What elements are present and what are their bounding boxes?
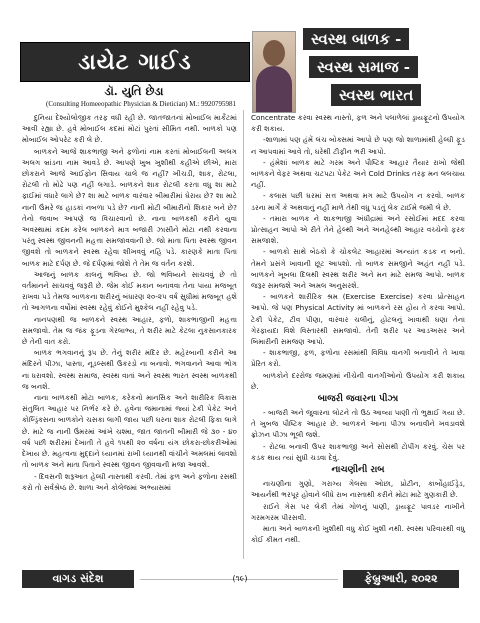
tip-item: - કલાસ પછી ઘરમાં સત્ત અથવા મગ માટે ઉપયોગ ન કરવો. બાળક ડરના માર્ગે કે અથવાનું નહીં માળે તેથી વધુ પડતું લેક ટાઈમે જમી લે છે.: [251, 191, 465, 212]
tip-item: બાળકોને દરરોજ જમણમાં નીચેની વાનગીઓનો ઉપયોગ કરી શકાય છે.: [251, 370, 465, 391]
paragraph: નાનપણથી જ બાળકને સ્વસ્થ આહાર, ફળો, શાકભાજીની મહત્તા સમજાવો. તેમ જ જંક ફૂડના ગેરલાભ્ય, તે શરીર માટે કેટલા નુકસાનકારક છે તેની વાત કરો.: [22, 314, 237, 347]
right-column: [251, 112, 465, 545]
author-photo-body: [256, 66, 292, 113]
article-slogan: [303, 28, 463, 112]
column-divider: [243, 110, 244, 559]
author-name: ડૉ. યુતિ છેડા: [104, 84, 164, 98]
recipe-step: - બાજરી અને જુવારના લોટને તો ઉઠ આવ્યા પાણી તો ભુક્ષાઈ ગયા છે. તે ખુબજ પૌષ્ટિક આહાર છે. બાળકને આના પીઝા બનાવીને ખવડાવશે ફ્રોઝન પીઝા ભૂલી જશે.: [251, 408, 465, 440]
paragraph: - દિવસની શરૂઆત હેલ્ધી નાસ્તાથી કરવી. તેમાં ફળ અને ફળોના રસથી કરો તો સર્વશ્રેષ્ઠ છે. શાળા અને કોલેજમાં અભ્યાસમાં: [22, 471, 237, 492]
slogan-line-2: સ્વસ્થ સમાજ -: [309, 56, 418, 78]
author-photo-head: [263, 40, 285, 66]
tip-item: - બાળકને શારીરિક શ્રમ (Exercise Exercise) કરવા પ્રોત્સાહન આપો. જે પણ Physical Activity માં બાળકને રસ હોય તે કરવા આપો. ટેકી પેકેટ, ટીવ પીણા, વારંવાર ચલીનું, હોટલનું ખાવાથી ઘણા તેના ગેરફાયદા વિશે વિસ્તારથી સમજાવો. તેની શરીર પર આડઅસર અને બિમારીની સમજણ આપો.: [251, 292, 465, 347]
author-photo: [252, 31, 296, 113]
paragraph: બાળક ભગવાનનું રૂપ છે. તેનું શરીર મંદિર છે. મહેરબાની કરીને આ મંદિરને પીઝા, પાસ્તા, નૂડલ્સથી ઉકરડો ના બનાવો. ભગવાનને આવા ભોગ ના ધરાવશો. સ્વસ્થ સમાજ, સ્વસ્થ વાતાં અને સ્વસ્થ ભારત સ્વસ્થ બાળકથી જ બનશે.: [22, 348, 237, 391]
slogan-line-3: સ્વસ્થ ભારત: [331, 84, 421, 106]
paragraph: નાના બાળકથી મોટા બાળક, કરેકનો માનસિક અને શારીરિક વિકાસ સંતુલિત આહાર પર નિર્ભર કરે છે. હવેના જમાનામાં જ્યાં ટેકી પેકેટ અને કોલ્ડ્રિંક્સના બાળકોને ચસકા લાગી જાય પછી ઘરના શાક રોટલી ફિકા લાગે છે. માટે જ નાની ઉંમરમાં આંખે ચશ્મા, જાત જાતની બીમારી જે ૩૦ - ૪૦ વર્ષ પછી શરીરમાં દેખાતી તે હવે ૧૫થી ૨૦ વર્ષના યંગ છોકરા-છોકરીઓમાં દેખાય છે. મહત્વના મુદ્દાને ધ્યાનમાં રાખી ધ્યાનથી વાંચીને અમલમાં લાવશો તો બાળક અને માતા પિતાને સ્વસ્થ જીવન જીવવાની મજા આવશે.: [22, 393, 237, 470]
paragraph: Concentrate કરવા સ્વસ્થ નાસ્તો, ફળ અને પલાળેલાં ડ્રાયફ્રૂટનો ઉપયોગ કરી શકાય.: [251, 113, 465, 134]
recipe-heading: નાચણીની રાબ: [331, 465, 385, 476]
page-number: (૧૯): [232, 574, 248, 583]
tip-item: - બાળકો સાથે બેઠકો કે ચોકલેટ આહારમાં અન્યાંત કડક ન બનો. તેમને પ્રસંગે ખાવાની છૂટ આપશો. તો બાળક સમજીને અહંત નહીં પડે. બાળકને ખૂબલા દિલથી સ્વસ્થ શરીર અને મન માટે સમજ આપો. બાળક જરૂર સમજશે અને અમલ અનુસરશે.: [251, 247, 465, 291]
author-credentials: (Consulting Homeeopathic Physician & Dietician) M.: 9920795981: [46, 100, 236, 108]
left-column: [22, 112, 237, 493]
recipe-step: નાચણીના ગુણો, ગરાગ્ય ગેલસા ઓછા, પ્રોટીન, કાર્બોહાઈડ્રેડ, આયર્નથી ભરપૂર હોવાને લીધે રાબ નાસ્તાથી કરીને મોટા માટે ગુણકારી છે.: [251, 479, 465, 500]
magazine-name: વાગડ સંદેશ: [22, 570, 134, 588]
closing-line: માતા અને બાળકની ખુશીથી વધુ કોઈ ખુશી નથી. સ્વસ્થ પરિવારથી વધુ કોઈ કીમત નથી.: [251, 523, 465, 545]
column-title-banner: [20, 42, 250, 82]
paragraph: બાળકને આજે શાકભાજી અને ફળોનાં નામ કરતાં મોબાઈલની અલગ અલગ બ્રાંડના નામ આવડે છે. આપણે ખુબ ખુશીથી કહીએ છીએ, મારા છોકરાને આજે આઈફોન સિવાય ચાલે જ નહીં? ખીચડી, શાક, રોટલા, રોટલી તો મોઢે પણ નહીં લગાડે. બાળકને શાક રોટલી કરતા વધુ શા માટે ફાઈમાં વધારે લાગે છે? શા માટે બાળક વારંવાર બીમારીમાં ઘેરાય છે? શા માટે નાની ઉંમરે જ હાડકાં નબળા પડે છે? નાની મોટી બીમારીનો શિકાર બને છે? તેનો જવાબ આપણે જ વિચારવાનો છે. નાના બાળકથી કરીને યુવા અવસ્થામાં કદમ કરેલ બાળકને માત્ર બજારી ઝાસીને મોટા નથી કરવાના પરંતુ સ્વસ્થ જીવનની મહત્તા સમજાવવાની છે. જો માતા પિતા સ્વસ્થ જીવન જીવશે તો બાળકને સ્વસ્થ રહેવા શીખવવું નહિ પડે. કારણકે માતા પિતા બાળક માટે દર્પણ છે. જે દર્પણમાં જોશે તે તેમ જ વર્તન કરશે.: [22, 146, 237, 268]
tip-item: - શાકભાજી, ફળ, ફળોના રસમાંથી વિવિધ વાનગી બનાવીને તે ખાવા પ્રેરિત કરો.: [251, 348, 465, 369]
tip-item: - તમારા બાળક ને શાકભાજી અંધીદ્રામાં અને રસોઈમાં મદદ કરવા પ્રોત્સાહન આપો એ રીતે તેને હેલ્થી અને અનહેલ્થી આહાર વચ્ચેનો ફરક સમજાશે.: [251, 213, 465, 246]
issue-date: ફેબ્રુઆરી, ૨૦૨૨: [343, 570, 459, 588]
page-footer: [0, 566, 480, 596]
recipe-heading: બાજરી જવારના પીઝા: [317, 394, 399, 405]
article-header: [0, 0, 480, 130]
tip-item: - હંમેશાં બાળક માટે ગરમ અને પૌષ્ટિક આહાર તૈયાર રાખો જેથી બાળકને વેફર અથવા ચટપટા પેકેટ અને Cold Drinks તરફ મન લલચાય નહીં.: [251, 157, 465, 190]
recipe-step: - રોટલા બનાવી ઉપર શાકભાજી અને સોસથી ટોપીંગ કરવું. ચેસ પર કડક થાય ત્યાં સુધી ચડવા દેવું.: [251, 441, 465, 462]
paragraph: દુનિયા દેશ્યોલોજીક તરફ વધી રહી છે. જાતજાતનાં મોબાઈલ માર્કેટમાં આવી રહ્યા છે. હવે મોબાઈલ કદમાં મોટાં પુરતાં સીમિત નથી. બાળકો પણ મોબાઈલ ઓપરેટ કરી લે છે.: [22, 113, 237, 145]
slogan-line-1: સ્વસ્થ બાળક -: [303, 28, 409, 50]
tip-item: -શાળામાં પણ હંમેં લંચ બોક્સમાં આપો છે પણ જો શાળામાંથી હેલ્ધી ફૂડ ન આપવામાં આવે તો, ઘરેથી ટીફીન ભરી આપો.: [251, 135, 465, 156]
column-title: ડાયેટ ગાઈડ: [78, 49, 192, 75]
paragraph: આજનું બાળક કાલનું ભવિષ્ય છે. જો ભવિષ્યને સાચવવું છે તો વર્તમાનને સાચવવું જરૂરી છે. જેમ કોઈ મકાન બનાવવા તેના પાયા મજબૂત રાખવા પડે તેમજ બાળકના શરીરનું બંધારણ ૨૦-૨૫ વર્ષ સુધીમાં મજબૂત હશે તો આગળના વર્ષોમાં સ્વસ્થ રહેવું કોઈને મુશ્કેલ નહીં રહેવુ પડે.: [22, 269, 237, 313]
recipe-step: રાઈને ગેસ પર લેકી તેમાં ગોળનું પાણી, ડ્રાયફ્રૂટ પાવડર નાખીને ગરમગરમ પીરસવી.: [251, 501, 465, 522]
